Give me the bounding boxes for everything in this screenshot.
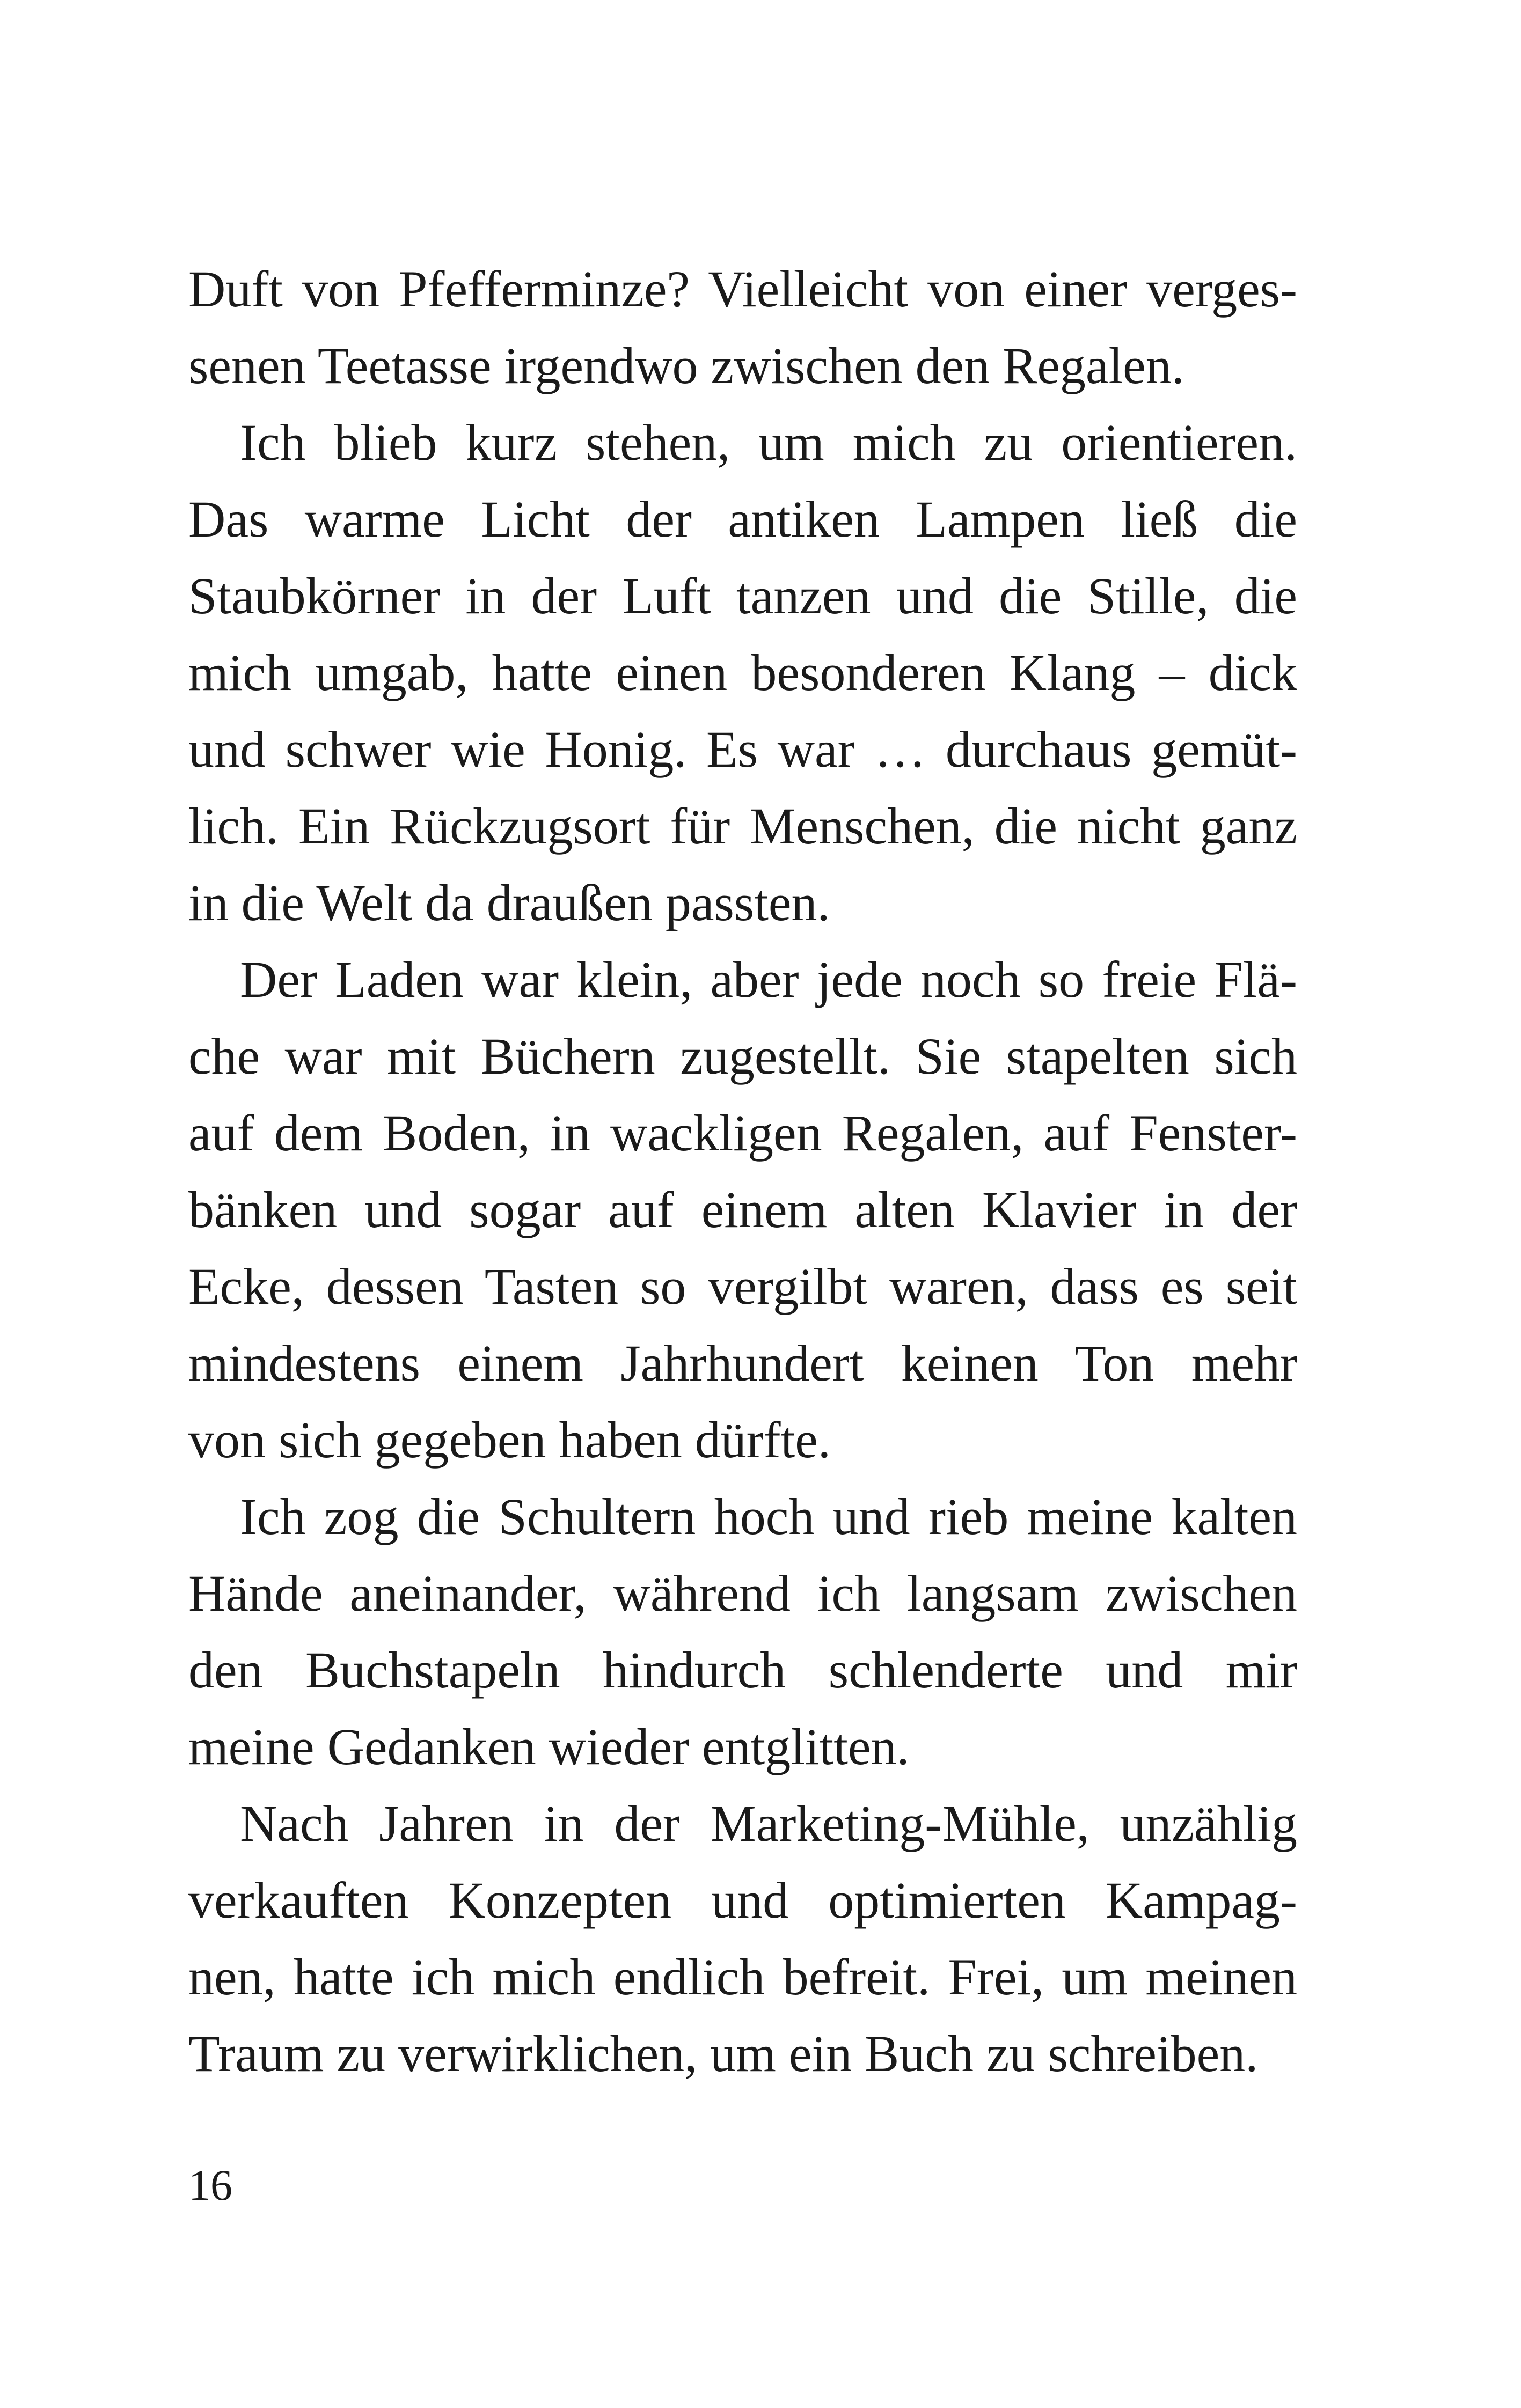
text-line: Duft von Pfefferminze? Vielleicht von einer verges- — [188, 260, 1297, 318]
text-line: auf dem Boden, in wackligen Regalen, auf Fenster- — [188, 1104, 1297, 1162]
text-line: Ich zog die Schultern hoch und rieb meine kalten — [240, 1488, 1297, 1545]
text-line: den Buchstapeln hindurch schlenderte und mir — [188, 1641, 1297, 1699]
text-line: Ecke, dessen Tasten so vergilbt waren, dass es seit — [188, 1258, 1297, 1315]
text-line: nen, hatte ich mich endlich befreit. Frei, um meinen — [188, 1948, 1297, 2006]
text-line: Staubkörner in der Luft tanzen und die Stille, die — [188, 567, 1297, 625]
text-line: Hände aneinander, während ich langsam zwischen — [188, 1565, 1297, 1622]
text-line: lich. Ein Rückzugsort für Menschen, die nicht ganz — [188, 797, 1297, 855]
text-line: meine Gedanken wieder entglitten. — [188, 1718, 910, 1775]
page-number: 16 — [188, 2161, 232, 2209]
text-line: in die Welt da draußen passten. — [188, 874, 830, 931]
text-line: und schwer wie Honig. Es war … durchaus gemüt- — [188, 721, 1297, 778]
text-line: Traum zu verwirklichen, um ein Buch zu schreiben. — [188, 2025, 1259, 2082]
text-line: verkauften Konzepten und optimierten Kampag- — [188, 1871, 1297, 1929]
text-line: Ich blieb kurz stehen, um mich zu orientieren. — [240, 414, 1297, 471]
text-line: bänken und sogar auf einem alten Klavier in der — [188, 1181, 1297, 1238]
body-text — [188, 251, 1297, 2092]
text-line: Nach Jahren in der Marketing-Mühle, unzählig — [240, 1795, 1297, 1852]
text-line: mindestens einem Jahrhundert keinen Ton mehr — [188, 1334, 1297, 1392]
text-line: von sich gegeben haben dürfte. — [188, 1411, 831, 1469]
text-line: Der Laden war klein, aber jede noch so freie Flä- — [240, 951, 1297, 1008]
text-line: che war mit Büchern zugestellt. Sie stapelten sich — [188, 1027, 1297, 1085]
text-line: senen Teetasse irgendwo zwischen den Regalen. — [188, 337, 1184, 394]
text-line: mich umgab, hatte einen besonderen Klang – dick — [188, 644, 1297, 701]
text-line: Das warme Licht der antiken Lampen ließ die — [188, 490, 1297, 548]
